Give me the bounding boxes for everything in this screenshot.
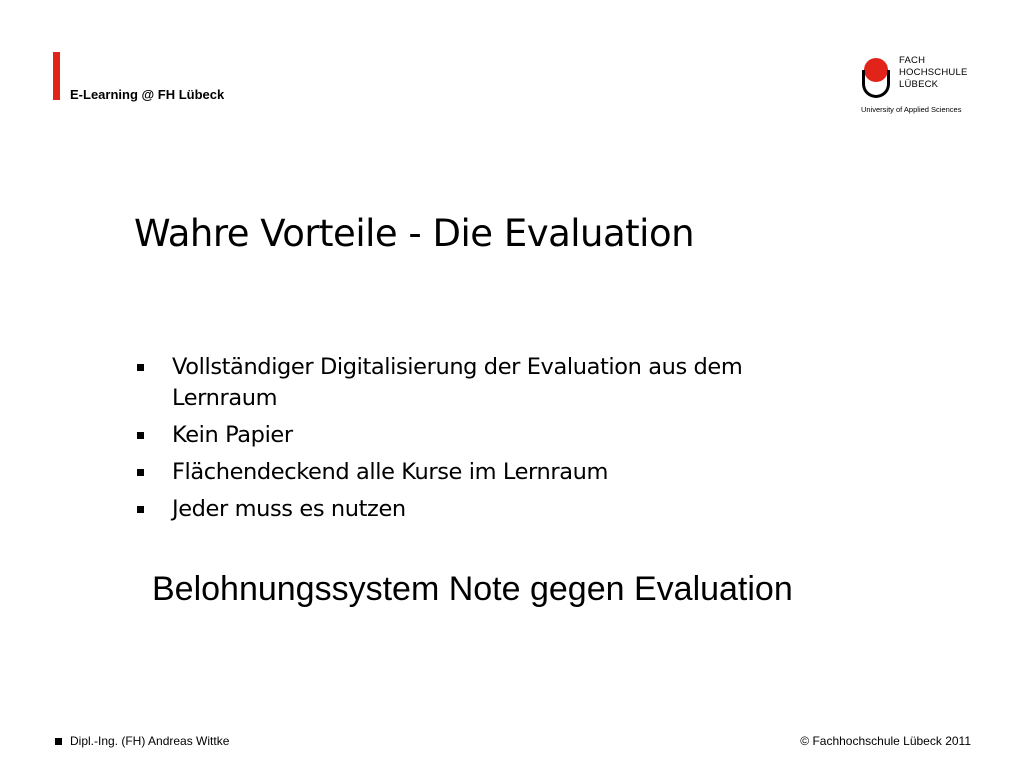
logo-text [899,55,968,91]
logo-line-3: LÜBECK [899,79,939,90]
bullet-list [134,352,854,531]
footer-copyright: © Fachhochschule Lübeck 2011 [800,734,971,748]
bullet-square-icon [137,469,144,476]
bullet-item [134,457,854,488]
logo-line-1: FACH [899,55,926,66]
header-label: E-Learning @ FH Lübeck [70,87,225,102]
logo-line-2: HOCHSCHULE [899,67,968,78]
logo-subtitle: University of Applied Sciences [861,105,962,114]
logo-bracket-icon [862,70,890,98]
bullet-square-icon [137,506,144,513]
bullet-item [134,352,854,414]
header-accent-bar [53,52,60,100]
bullet-text: Jeder muss es nutzen [172,496,406,522]
bullet-square-icon [137,432,144,439]
footer-author: Dipl.-Ing. (FH) Andreas Wittke [70,734,230,748]
bullet-text: Flächendeckend alle Kurse im Lernraum [172,459,608,485]
bullet-item [134,494,854,525]
slide-subline: Belohnungssystem Note gegen Evaluation [152,570,793,608]
bullet-text: Kein Papier [172,422,293,448]
bullet-item [134,420,854,451]
bullet-square-icon [137,364,144,371]
university-logo [860,55,990,117]
footer-square-icon [55,738,62,745]
slide-title: Wahre Vorteile - Die Evaluation [134,212,695,255]
bullet-text: Vollständiger Digitalisierung der Evaluation aus dem Lernraum [172,354,743,411]
